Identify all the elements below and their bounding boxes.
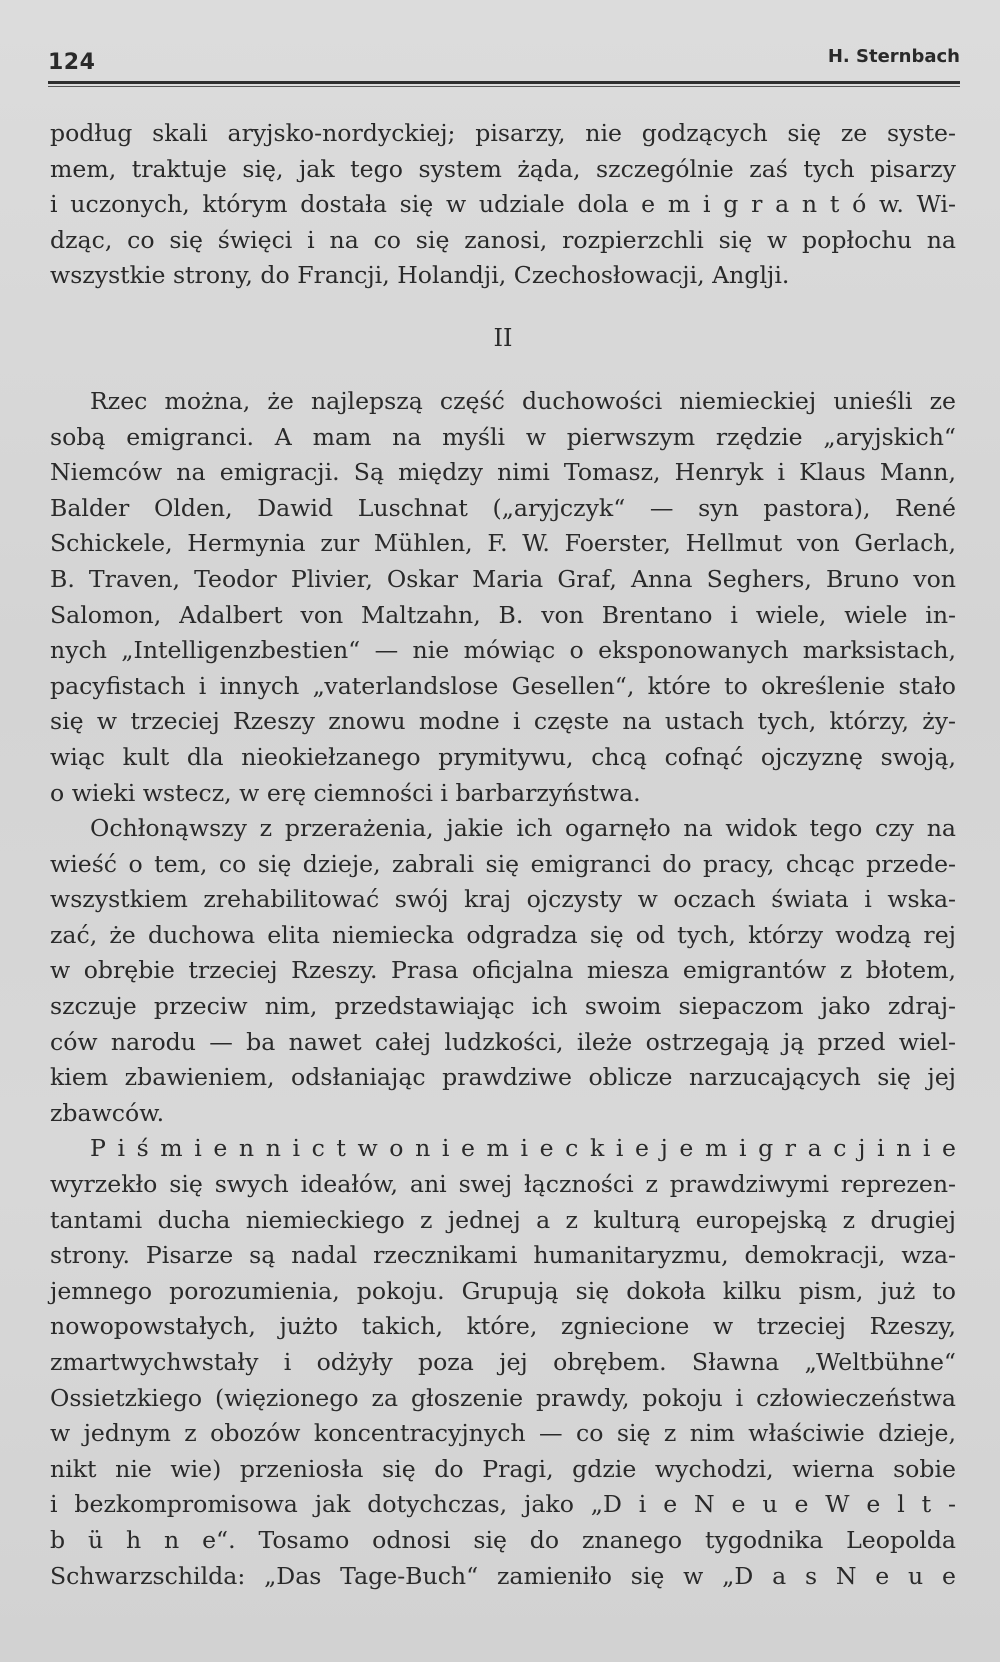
text-line: nowopowstałych, jużto takich, które, zgniecione w trzeciej Rzeszy, xyxy=(50,1312,956,1341)
header-rule xyxy=(48,81,960,87)
text-line: Balder Olden, Dawid Luschnat („aryjczyk“ — syn pastora), René xyxy=(50,493,956,522)
text-line: sobą emigranci. A mam na myśli w pierwszym rzędzie „aryjskich“ xyxy=(50,422,956,451)
text-line: zać, że duchowa elita niemiecka odgradza się od tych, którzy wodzą rej xyxy=(50,920,956,949)
paragraph-4 xyxy=(50,1131,956,1594)
text-line: wiąc kult dla nieokiełzanego prymitywu, chcą cofnąć ojczyznę swoją, xyxy=(50,742,956,771)
page-header xyxy=(48,42,960,82)
paragraph-2 xyxy=(50,384,956,811)
text-line: mem, traktuje się, jak tego system żąda, szczególnie zaś tych pisarzy xyxy=(50,154,956,183)
page-number: 124 xyxy=(48,50,96,75)
text-line: nych „Intelligenzbestien“ — nie mówiąc o eksponowanych marksistach, xyxy=(50,636,956,665)
text-line: ców narodu — ba nawet całej ludzkości, ileże ostrzegają ją przed wiel- xyxy=(50,1027,956,1056)
text-line: b ü h n e“. Tosamo odnosi się do znanego tygodnika Leopolda xyxy=(50,1525,956,1554)
paragraph-1 xyxy=(50,116,956,294)
text-line: tantami ducha niemieckiego z jednej a z kulturą europejską z drugiej xyxy=(50,1205,956,1234)
text-line: wieść o tem, co się dzieje, zabrali się emigranci do pracy, chcąc przede- xyxy=(50,849,956,878)
text-line: i bezkompromisowa jak dotychczas, jako „D i e N e u e W e l t - xyxy=(50,1490,956,1519)
text-line: szczuje przeciw nim, przedstawiając ich swoim siepaczom jako zdraj- xyxy=(50,992,956,1021)
section-number: II xyxy=(493,323,513,352)
text-line: o wieki wstecz, w erę ciemności i barbarzyństwa. xyxy=(50,778,641,807)
text-line: podług skali aryjsko-nordyckiej; pisarzy, nie godzących się ze syste- xyxy=(50,119,956,147)
paragraph-3 xyxy=(50,811,956,1131)
text-line: jemnego porozumienia, pokoju. Grupują się dokoła kilku pism, już to xyxy=(50,1276,956,1305)
text-line: Ochłonąwszy z przerażenia, jakie ich ogarnęło na widok tego czy na xyxy=(90,814,956,843)
page-body xyxy=(50,116,956,1594)
text-line: Niemców na emigracji. Są między nimi Tomasz, Henryk i Klaus Mann, xyxy=(50,458,956,487)
text-line: Schwarzschilda: „Das Tage-Buch“ zamieniło się w „D a s N e u e xyxy=(50,1561,956,1590)
text-line: wszystkiem zrehabilitować swój kraj ojczysty w oczach świata i wska- xyxy=(50,885,956,914)
text-line: dząc, co się święci i na co się zanosi, rozpierzchli się w popłochu na xyxy=(50,225,956,254)
running-head: H. Sternbach xyxy=(827,46,960,67)
text-line: w jednym z obozów koncentracyjnych — co się z nim właściwie dzieje, xyxy=(50,1419,956,1448)
text-line: strony. Pisarze są nadal rzecznikami humanitaryzmu, demokracji, wza- xyxy=(50,1241,956,1270)
text-line: nikt nie wie) przeniosła się do Pragi, gdzie wychodzi, wierna sobie xyxy=(50,1454,956,1483)
text-line: zmartwychwstały i odżyły poza jej obrębem. Sławna „Weltbühne“ xyxy=(50,1348,956,1376)
text-line: wyrzekło się swych ideałów, ani swej łączności z prawdziwymi reprezen- xyxy=(50,1170,956,1199)
text-line: B. Traven, Teodor Plivier, Oskar Maria Graf, Anna Seghers, Bruno von xyxy=(50,564,956,593)
text-line: P i ś m i e n n i c t w o n i e m i e c k i e j e m i g r a c j i n i e xyxy=(90,1134,956,1163)
text-line: Rzec można, że najlepszą część duchowości niemieckiej unieśli ze xyxy=(90,386,956,415)
text-line: Salomon, Adalbert von Maltzahn, B. von Brentano i wiele, wiele in- xyxy=(50,600,956,629)
text-line: kiem zbawieniem, odsłaniając prawdziwe oblicze narzucających się jej xyxy=(50,1063,956,1092)
text-line: w obrębie trzeciej Rzeszy. Prasa oficjalna miesza emigrantów z błotem, xyxy=(50,956,956,985)
text-line: wszystkie strony, do Francji, Holandji, Czechosłowacji, Anglji. xyxy=(50,261,790,290)
text-line: pacyfistach i innych „vaterlandslose Gesellen“, które to określenie stało xyxy=(50,671,956,700)
text-line: Schickele, Hermynia zur Mühlen, F. W. Foerster, Hellmut von Gerlach, xyxy=(50,529,956,558)
text-line: Ossietzkiego (więzionego za głoszenie prawdy, pokoju i człowieczeństwa xyxy=(50,1383,956,1412)
text-line: zbawców. xyxy=(50,1098,165,1127)
text-line: się w trzeciej Rzeszy znowu modne i częste na ustach tych, którzy, ży- xyxy=(50,707,956,736)
text-line: i uczonych, którym dostała się w udziale dola e m i g r a n t ó w. Wi- xyxy=(50,190,956,219)
